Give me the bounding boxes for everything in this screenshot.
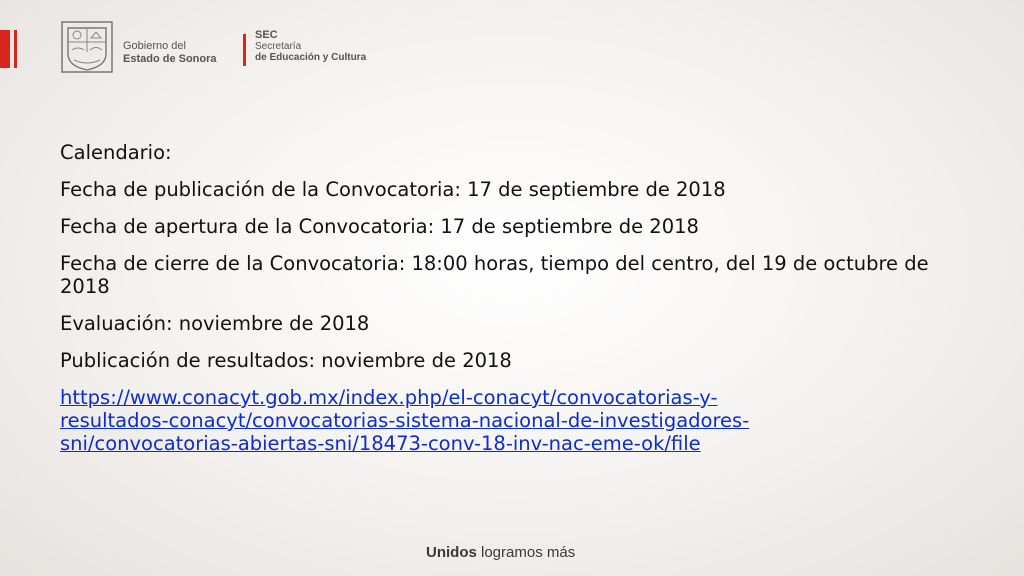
results-date: Publicación de resultados: noviembre de 2018 (60, 349, 512, 372)
header (60, 20, 420, 76)
convocatoria-link-block (60, 386, 970, 455)
government-line-2: Estado de Sonora (123, 53, 217, 65)
side-accent-bars (0, 30, 24, 68)
sec-abbreviation: SEC (255, 29, 278, 41)
link-line-1: https://www.conacyt.gob.mx/index.php/el-conacyt/convocatorias-y- (60, 386, 718, 409)
calendar-content (60, 141, 970, 469)
evaluation-date: Evaluación: noviembre de 2018 (60, 312, 370, 335)
footer-slogan (426, 544, 575, 561)
link-line-2: resultados-conacyt/convocatorias-sistema-nacional-de-investigadores- (60, 409, 750, 432)
sec-line-3: de Educación y Cultura (255, 52, 367, 63)
accent-bar-thin (14, 30, 17, 68)
state-seal-icon (60, 20, 114, 74)
calendar-heading: Calendario: (60, 141, 172, 164)
accent-bar-thick (0, 30, 10, 68)
government-line-1: Gobierno del (123, 40, 186, 52)
slogan-rest: logramos más (476, 544, 576, 561)
header-divider (243, 34, 246, 66)
government-name (123, 40, 217, 66)
publication-date: Fecha de publicación de la Convocatoria: 17 de septiembre de 2018 (60, 178, 726, 201)
link-line-3: sni/convocatorias-abiertas-sni/18473-conv-18-inv-nac-eme-ok/file (60, 432, 701, 455)
opening-date: Fecha de apertura de la Convocatoria: 17 de septiembre de 2018 (60, 215, 699, 238)
sec-name (255, 30, 366, 63)
sec-line-2: Secretaría (255, 41, 302, 52)
slogan-bold: Unidos (426, 544, 477, 561)
closing-date: Fecha de cierre de la Convocatoria: 18:00 horas, tiempo del centro, del 19 de octubre de 2018 (60, 252, 929, 298)
convocatoria-link[interactable] (60, 386, 749, 455)
